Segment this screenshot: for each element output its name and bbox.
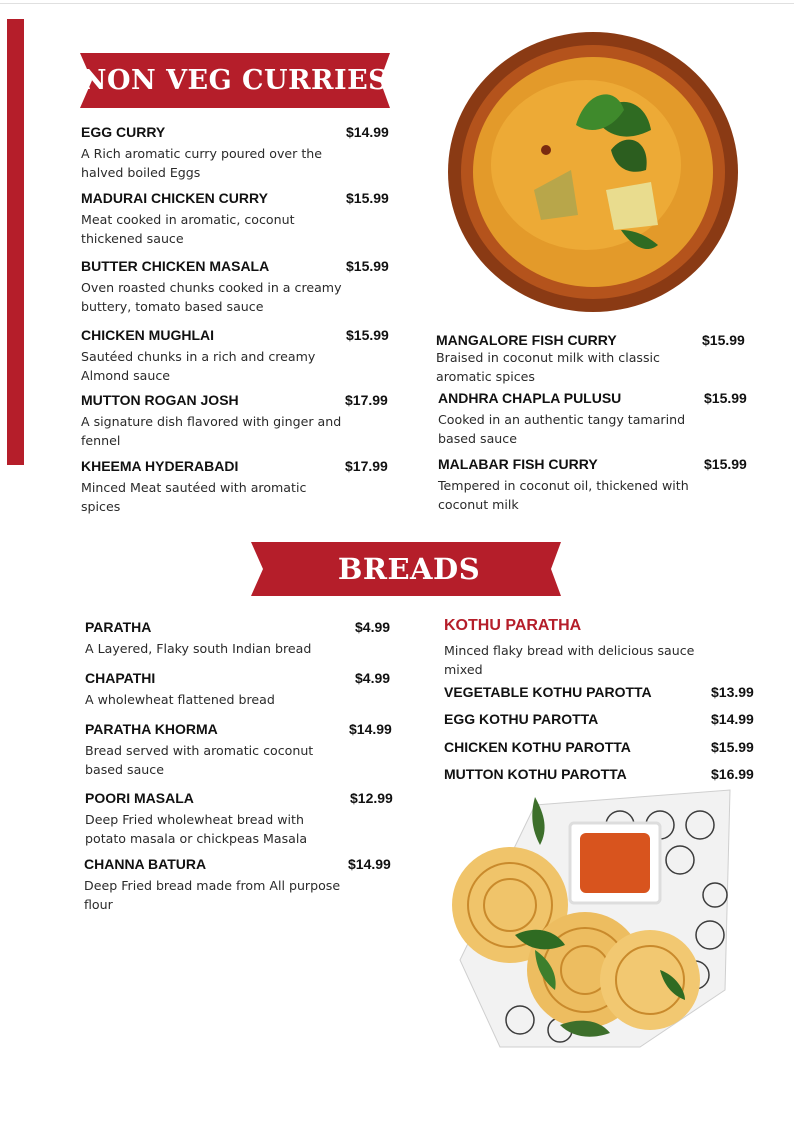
item-description: Bread served with aromatic coconut based sauce: [85, 743, 314, 777]
curry-bowl-image: [446, 30, 740, 315]
item-price: $15.99: [346, 190, 389, 206]
item-description: A Rich aromatic curry poured over the halved boiled Eggs: [81, 146, 323, 180]
item-name: CHICKEN MUGHLAI: [81, 327, 214, 343]
item-description: Cooked in an authentic tangy tamarind based sauce: [438, 412, 686, 446]
item-price: $14.99: [349, 721, 392, 737]
item-price: $4.99: [355, 670, 391, 686]
item-name: VEGETABLE KOTHU PAROTTA: [444, 684, 652, 700]
item-price: $15.99: [704, 456, 747, 472]
item-price: $13.99: [711, 684, 754, 700]
item-description: A Layered, Flaky south Indian bread: [85, 641, 312, 656]
item-price: $15.99: [704, 390, 747, 406]
item-description: Sautéed chunks in a rich and creamy Almond sauce: [81, 349, 316, 383]
item-description: Deep Fried wholewheat bread with potato masala or chickpeas Masala: [85, 812, 308, 846]
item-name: EGG KOTHU PAROTTA: [444, 711, 599, 727]
breads-title: BREADS: [337, 552, 481, 586]
item-name: MALABAR FISH CURRY: [438, 456, 598, 472]
curries-banner: [80, 53, 390, 108]
item-name: MANGALORE FISH CURRY: [436, 332, 617, 348]
item-name: PARATHA KHORMA: [85, 721, 218, 737]
item-name: KHEEMA HYDERABADI: [81, 458, 239, 474]
item-description: Deep Fried bread made from All purpose flour: [84, 878, 341, 912]
item-name: MUTTON KOTHU PAROTTA: [444, 766, 627, 782]
item-name: BUTTER CHICKEN MASALA: [81, 258, 270, 274]
item-price: $14.99: [348, 856, 391, 872]
top-rule: [0, 3, 794, 4]
item-price: $14.99: [346, 124, 389, 140]
item-description: Oven roasted chunks cooked in a creamy buttery, tomato based sauce: [81, 280, 342, 314]
item-description: A signature dish flavored with ginger and fennel: [81, 414, 342, 448]
side-accent-bar: [7, 19, 24, 465]
item-price: $17.99: [345, 392, 388, 408]
item-description: Minced Meat sautéed with aromatic spices: [81, 480, 307, 514]
item-price: $15.99: [346, 258, 389, 274]
item-description: Meat cooked in aromatic, coconut thickened sauce: [81, 212, 295, 246]
item-name: CHAPATHI: [85, 670, 156, 686]
item-name: ANDHRA CHAPLA PULUSU: [438, 390, 622, 406]
item-price: $14.99: [711, 711, 754, 727]
item-name: CHICKEN KOTHU PAROTTA: [444, 739, 631, 755]
item-price: $12.99: [350, 790, 393, 806]
item-price: $4.99: [355, 619, 391, 635]
curries-title: NON VEG CURRIES: [81, 65, 389, 96]
item-price: $15.99: [346, 327, 389, 343]
item-name: CHANNA BATURA: [84, 856, 207, 872]
breads-banner: [251, 542, 561, 596]
item-name: MADURAI CHICKEN CURRY: [81, 190, 268, 206]
item-description: Braised in coconut milk with classic aromatic spices: [436, 350, 660, 384]
item-price: $16.99: [711, 766, 754, 782]
item-name: MUTTON ROGAN JOSH: [81, 392, 239, 408]
item-name: PARATHA: [85, 619, 152, 635]
kothu-description: Minced flaky bread with delicious sauce mixed: [444, 643, 695, 677]
item-price: $17.99: [345, 458, 388, 474]
kothu-section-title: KOTHU PARATHA: [444, 617, 582, 634]
item-name: POORI MASALA: [85, 790, 194, 806]
paratha-plate-image: [440, 785, 740, 1060]
item-description: A wholewheat flattened bread: [85, 692, 275, 707]
item-price: $15.99: [711, 739, 754, 755]
item-description: Tempered in coconut oil, thickened with coconut milk: [438, 478, 689, 512]
item-name: EGG CURRY: [81, 124, 166, 140]
item-price: $15.99: [702, 332, 745, 348]
